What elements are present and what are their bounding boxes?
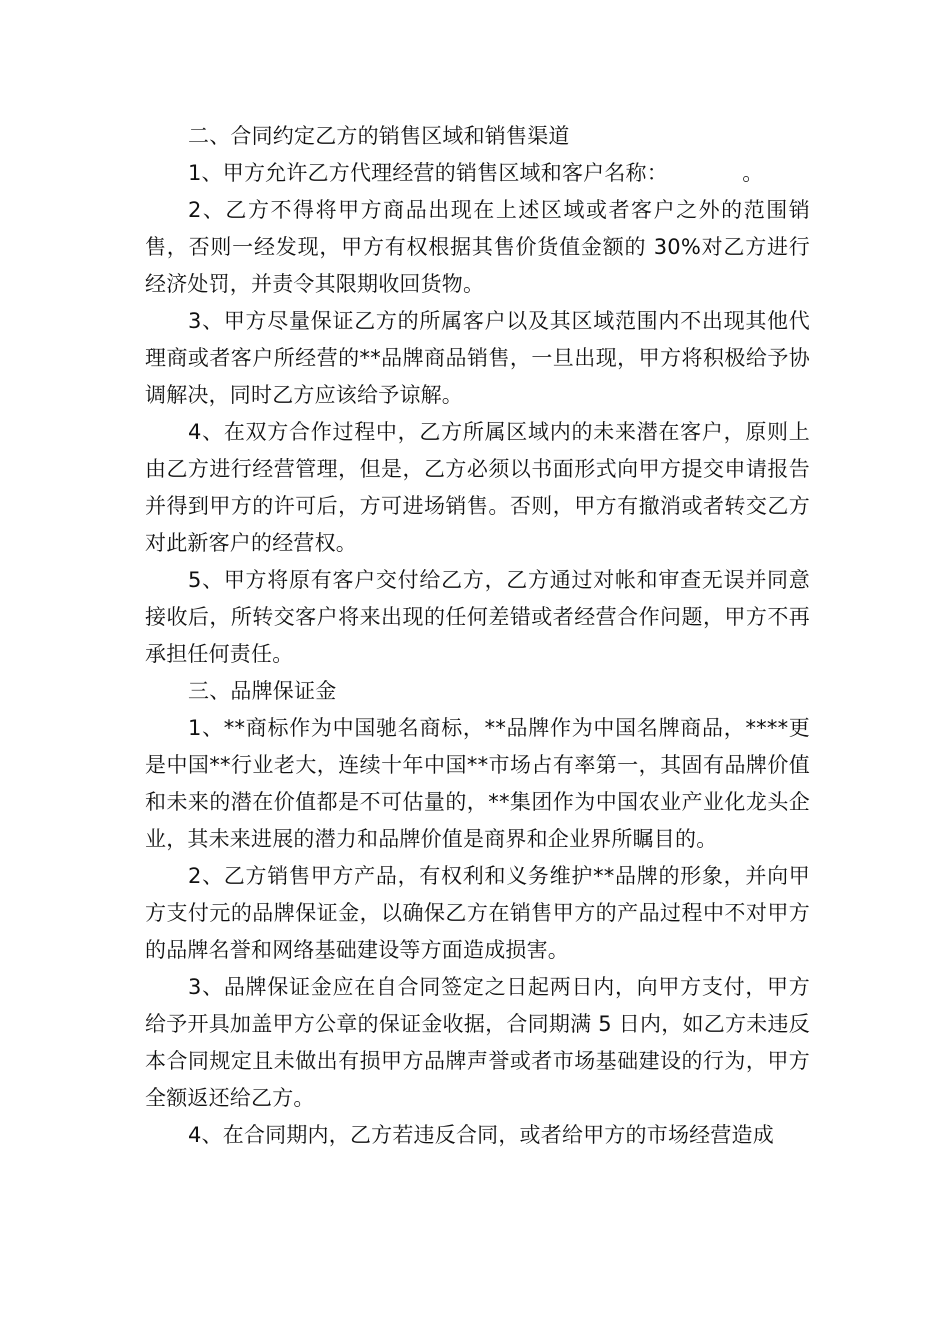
clause-3-2: 2、乙方销售甲方产品，有权利和义务维护**品牌的形象，并向甲方支付元的品牌保证金，以确保乙方在销售甲方的产品过程中不对甲方的品牌名誉和网络基础建设等方面造成损害。	[145, 864, 810, 962]
clause-2-5: 5、甲方将原有客户交付给乙方，乙方通过对帐和审查无误并同意接收后，所转交客户将来出现的任何差错或者经营合作问题，甲方不再承担任何责任。	[145, 568, 810, 666]
clause-2-4: 4、在双方合作过程中，乙方所属区域内的未来潜在客户，原则上由乙方进行经营管理，但是，乙方必须以书面形式向甲方提交申请报告并得到甲方的许可后，方可进场销售。否则，甲方有撤消或者转交乙方对此新客户的经营权。	[145, 420, 810, 555]
section-heading-brand-deposit: 三、品牌保证金	[188, 679, 337, 703]
clause-2-1: 1、甲方允许乙方代理经营的销售区域和客户名称： 。	[188, 161, 764, 185]
document-body	[145, 118, 810, 1154]
clause-3-1: 1、**商标作为中国驰名商标，**品牌作为中国名牌商品，****更是中国**行业老大，连续十年中国**市场占有率第一，其固有品牌价值和未来的潜在价值都是不可估量的，**集团作为中国农业产业化龙头企业，其未来进展的潜力和品牌价值是商界和企业界所瞩目的。	[145, 716, 810, 851]
clause-2-3: 3、甲方尽量保证乙方的所属客户以及其区域范围内不出现其他代理商或者客户所经营的**品牌商品销售，一旦出现，甲方将积极给予协调解决，同时乙方应该给予谅解。	[145, 309, 810, 407]
clause-3-4: 4、在合同期内，乙方若违反合同，或者给甲方的市场经营造成	[188, 1123, 774, 1147]
clause-3-3: 3、品牌保证金应在自合同签定之日起两日内，向甲方支付，甲方给予开具加盖甲方公章的保证金收据，合同期满 5 日内，如乙方未违反本合同规定且未做出有损甲方品牌声誉或者市场基础建设的行为，甲方全额返还给乙方。	[145, 975, 810, 1110]
section-heading-sales-area: 二、合同约定乙方的销售区域和销售渠道	[188, 124, 570, 148]
clause-2-2: 2、乙方不得将甲方商品出现在上述区域或者客户之外的范围销售，否则一经发现，甲方有权根据其售价货值金额的 30%对乙方进行经济处罚，并责令其限期收回货物。	[145, 198, 810, 296]
